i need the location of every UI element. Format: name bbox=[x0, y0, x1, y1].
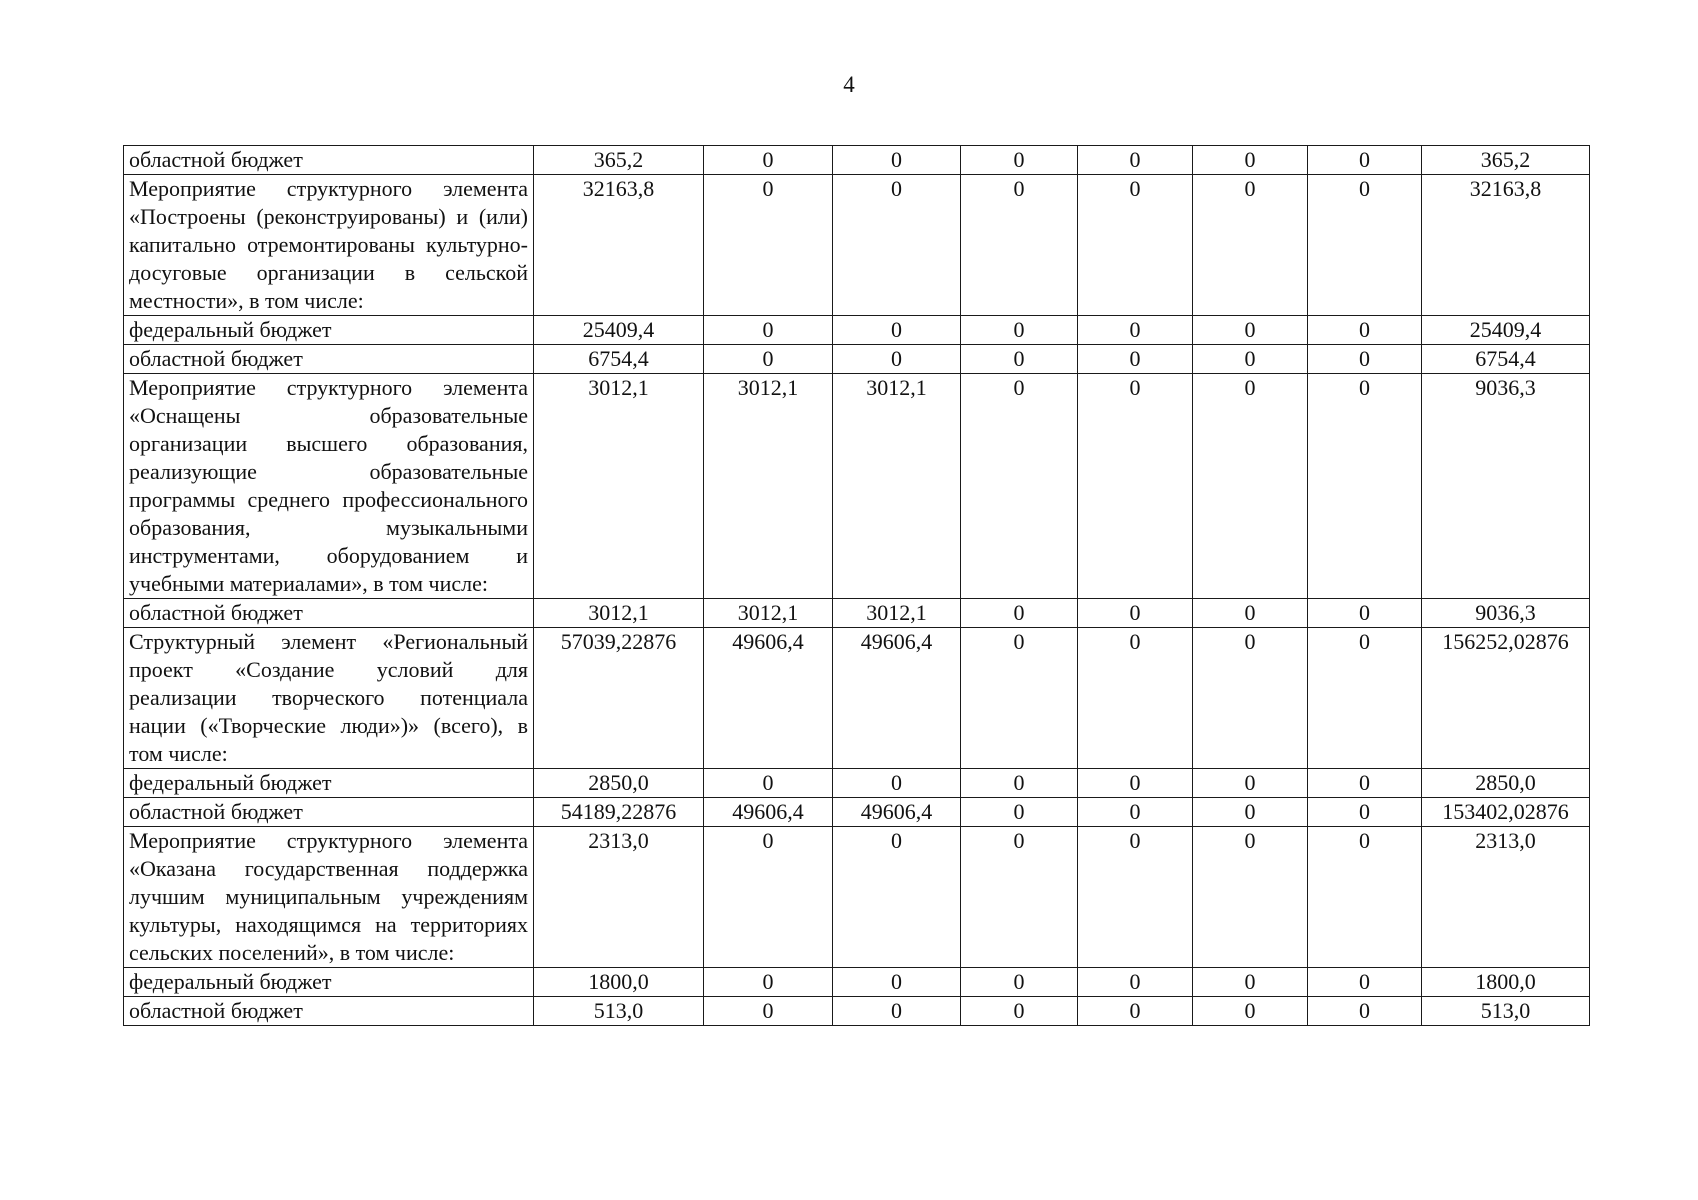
row-label: областной бюджет bbox=[124, 345, 534, 374]
cell-value-col-3: 0 bbox=[833, 997, 961, 1026]
cell-value-col-3: 0 bbox=[833, 175, 961, 316]
row-label: областной бюджет bbox=[124, 146, 534, 175]
cell-value-col-2: 0 bbox=[704, 997, 833, 1026]
cell-value-col-3: 0 bbox=[833, 769, 961, 798]
cell-value-col-4: 0 bbox=[961, 827, 1078, 968]
cell-value-col-3: 0 bbox=[833, 968, 961, 997]
cell-value-col-4: 0 bbox=[961, 345, 1078, 374]
cell-value-col-7: 0 bbox=[1308, 316, 1422, 345]
cell-value-col-7: 0 bbox=[1308, 628, 1422, 769]
cell-value-col-1: 2313,0 bbox=[534, 827, 704, 968]
cell-value-col-2: 3012,1 bbox=[704, 374, 833, 599]
cell-value-col-2: 0 bbox=[704, 345, 833, 374]
cell-value-col-7: 0 bbox=[1308, 599, 1422, 628]
cell-value-col-7: 0 bbox=[1308, 798, 1422, 827]
cell-total-col: 9036,3 bbox=[1422, 374, 1590, 599]
cell-value-col-2: 0 bbox=[704, 968, 833, 997]
cell-value-col-2: 49606,4 bbox=[704, 628, 833, 769]
cell-value-col-2: 0 bbox=[704, 175, 833, 316]
cell-value-col-1: 6754,4 bbox=[534, 345, 704, 374]
cell-value-col-1: 54189,22876 bbox=[534, 798, 704, 827]
budget-table bbox=[123, 145, 1590, 1026]
cell-value-col-7: 0 bbox=[1308, 374, 1422, 599]
row-label: Мероприятие структурного элемента «Оснащены образовательные организации высшего образования, реализующие образовательные программы среднего профессионального образования, музыкальными инструментами, оборудованием и учебными материалами», в том числе: bbox=[124, 374, 534, 599]
cell-total-col: 365,2 bbox=[1422, 146, 1590, 175]
cell-value-col-6: 0 bbox=[1193, 374, 1308, 599]
cell-value-col-1: 513,0 bbox=[534, 997, 704, 1026]
cell-value-col-5: 0 bbox=[1078, 599, 1193, 628]
cell-value-col-7: 0 bbox=[1308, 175, 1422, 316]
cell-total-col: 153402,02876 bbox=[1422, 798, 1590, 827]
budget-table-body bbox=[124, 146, 1590, 1026]
cell-value-col-7: 0 bbox=[1308, 769, 1422, 798]
cell-value-col-4: 0 bbox=[961, 628, 1078, 769]
cell-value-col-4: 0 bbox=[961, 146, 1078, 175]
table-row bbox=[124, 798, 1590, 827]
cell-value-col-3: 0 bbox=[833, 827, 961, 968]
table-row bbox=[124, 997, 1590, 1026]
row-label: Мероприятие структурного элемента «Построены (реконструированы) и (или) капитально отремонтированы культурно-досуговые организации в сельской местности», в том числе: bbox=[124, 175, 534, 316]
cell-value-col-1: 3012,1 bbox=[534, 599, 704, 628]
table-row bbox=[124, 769, 1590, 798]
cell-value-col-2: 0 bbox=[704, 769, 833, 798]
table-row bbox=[124, 146, 1590, 175]
table-row bbox=[124, 628, 1590, 769]
row-label: областной бюджет bbox=[124, 798, 534, 827]
row-label: федеральный бюджет bbox=[124, 968, 534, 997]
cell-value-col-3: 0 bbox=[833, 146, 961, 175]
table-row bbox=[124, 345, 1590, 374]
cell-value-col-6: 0 bbox=[1193, 827, 1308, 968]
table-row bbox=[124, 374, 1590, 599]
cell-value-col-7: 0 bbox=[1308, 997, 1422, 1026]
cell-value-col-3: 3012,1 bbox=[833, 374, 961, 599]
table-row bbox=[124, 175, 1590, 316]
cell-value-col-5: 0 bbox=[1078, 146, 1193, 175]
cell-value-col-4: 0 bbox=[961, 316, 1078, 345]
cell-value-col-7: 0 bbox=[1308, 968, 1422, 997]
cell-value-col-3: 3012,1 bbox=[833, 599, 961, 628]
cell-value-col-1: 57039,22876 bbox=[534, 628, 704, 769]
cell-value-col-6: 0 bbox=[1193, 146, 1308, 175]
cell-value-col-2: 0 bbox=[704, 146, 833, 175]
cell-value-col-6: 0 bbox=[1193, 997, 1308, 1026]
cell-value-col-2: 0 bbox=[704, 827, 833, 968]
cell-value-col-6: 0 bbox=[1193, 628, 1308, 769]
cell-value-col-3: 49606,4 bbox=[833, 798, 961, 827]
cell-value-col-1: 2850,0 bbox=[534, 769, 704, 798]
table-row bbox=[124, 968, 1590, 997]
cell-total-col: 6754,4 bbox=[1422, 345, 1590, 374]
cell-value-col-5: 0 bbox=[1078, 345, 1193, 374]
row-label: федеральный бюджет bbox=[124, 769, 534, 798]
cell-value-col-1: 1800,0 bbox=[534, 968, 704, 997]
cell-value-col-1: 365,2 bbox=[534, 146, 704, 175]
cell-value-col-6: 0 bbox=[1193, 345, 1308, 374]
cell-value-col-5: 0 bbox=[1078, 798, 1193, 827]
row-label: федеральный бюджет bbox=[124, 316, 534, 345]
table-row bbox=[124, 599, 1590, 628]
cell-value-col-5: 0 bbox=[1078, 968, 1193, 997]
cell-value-col-7: 0 bbox=[1308, 146, 1422, 175]
row-label: Структурный элемент «Региональный проект «Создание условий для реализации творческого потенциала нации («Творческие люди»)» (всего), в том числе: bbox=[124, 628, 534, 769]
cell-total-col: 513,0 bbox=[1422, 997, 1590, 1026]
cell-total-col: 32163,8 bbox=[1422, 175, 1590, 316]
cell-value-col-2: 3012,1 bbox=[704, 599, 833, 628]
cell-value-col-6: 0 bbox=[1193, 316, 1308, 345]
cell-total-col: 2850,0 bbox=[1422, 769, 1590, 798]
row-label: Мероприятие структурного элемента «Оказана государственная поддержка лучшим муниципальным учреждениям культуры, находящимся на территориях сельских поселений», в том числе: bbox=[124, 827, 534, 968]
table-row bbox=[124, 827, 1590, 968]
cell-value-col-3: 0 bbox=[833, 316, 961, 345]
cell-value-col-7: 0 bbox=[1308, 827, 1422, 968]
cell-value-col-4: 0 bbox=[961, 769, 1078, 798]
cell-total-col: 9036,3 bbox=[1422, 599, 1590, 628]
cell-value-col-4: 0 bbox=[961, 599, 1078, 628]
cell-value-col-5: 0 bbox=[1078, 997, 1193, 1026]
cell-value-col-4: 0 bbox=[961, 997, 1078, 1026]
cell-total-col: 2313,0 bbox=[1422, 827, 1590, 968]
cell-value-col-2: 49606,4 bbox=[704, 798, 833, 827]
cell-total-col: 1800,0 bbox=[1422, 968, 1590, 997]
cell-value-col-4: 0 bbox=[961, 175, 1078, 316]
row-label: областной бюджет bbox=[124, 599, 534, 628]
cell-value-col-4: 0 bbox=[961, 798, 1078, 827]
cell-value-col-6: 0 bbox=[1193, 968, 1308, 997]
cell-value-col-5: 0 bbox=[1078, 827, 1193, 968]
cell-value-col-5: 0 bbox=[1078, 769, 1193, 798]
cell-value-col-5: 0 bbox=[1078, 374, 1193, 599]
cell-total-col: 156252,02876 bbox=[1422, 628, 1590, 769]
cell-value-col-1: 25409,4 bbox=[534, 316, 704, 345]
cell-value-col-5: 0 bbox=[1078, 316, 1193, 345]
cell-value-col-7: 0 bbox=[1308, 345, 1422, 374]
cell-value-col-5: 0 bbox=[1078, 175, 1193, 316]
cell-value-col-1: 32163,8 bbox=[534, 175, 704, 316]
cell-value-col-4: 0 bbox=[961, 968, 1078, 997]
cell-value-col-6: 0 bbox=[1193, 769, 1308, 798]
table-row bbox=[124, 316, 1590, 345]
cell-value-col-6: 0 bbox=[1193, 599, 1308, 628]
cell-value-col-5: 0 bbox=[1078, 628, 1193, 769]
cell-value-col-6: 0 bbox=[1193, 798, 1308, 827]
cell-value-col-4: 0 bbox=[961, 374, 1078, 599]
page-number: 4 bbox=[843, 72, 855, 97]
cell-value-col-1: 3012,1 bbox=[534, 374, 704, 599]
cell-value-col-2: 0 bbox=[704, 316, 833, 345]
cell-value-col-6: 0 bbox=[1193, 175, 1308, 316]
cell-value-col-3: 0 bbox=[833, 345, 961, 374]
cell-value-col-3: 49606,4 bbox=[833, 628, 961, 769]
cell-total-col: 25409,4 bbox=[1422, 316, 1590, 345]
row-label: областной бюджет bbox=[124, 997, 534, 1026]
